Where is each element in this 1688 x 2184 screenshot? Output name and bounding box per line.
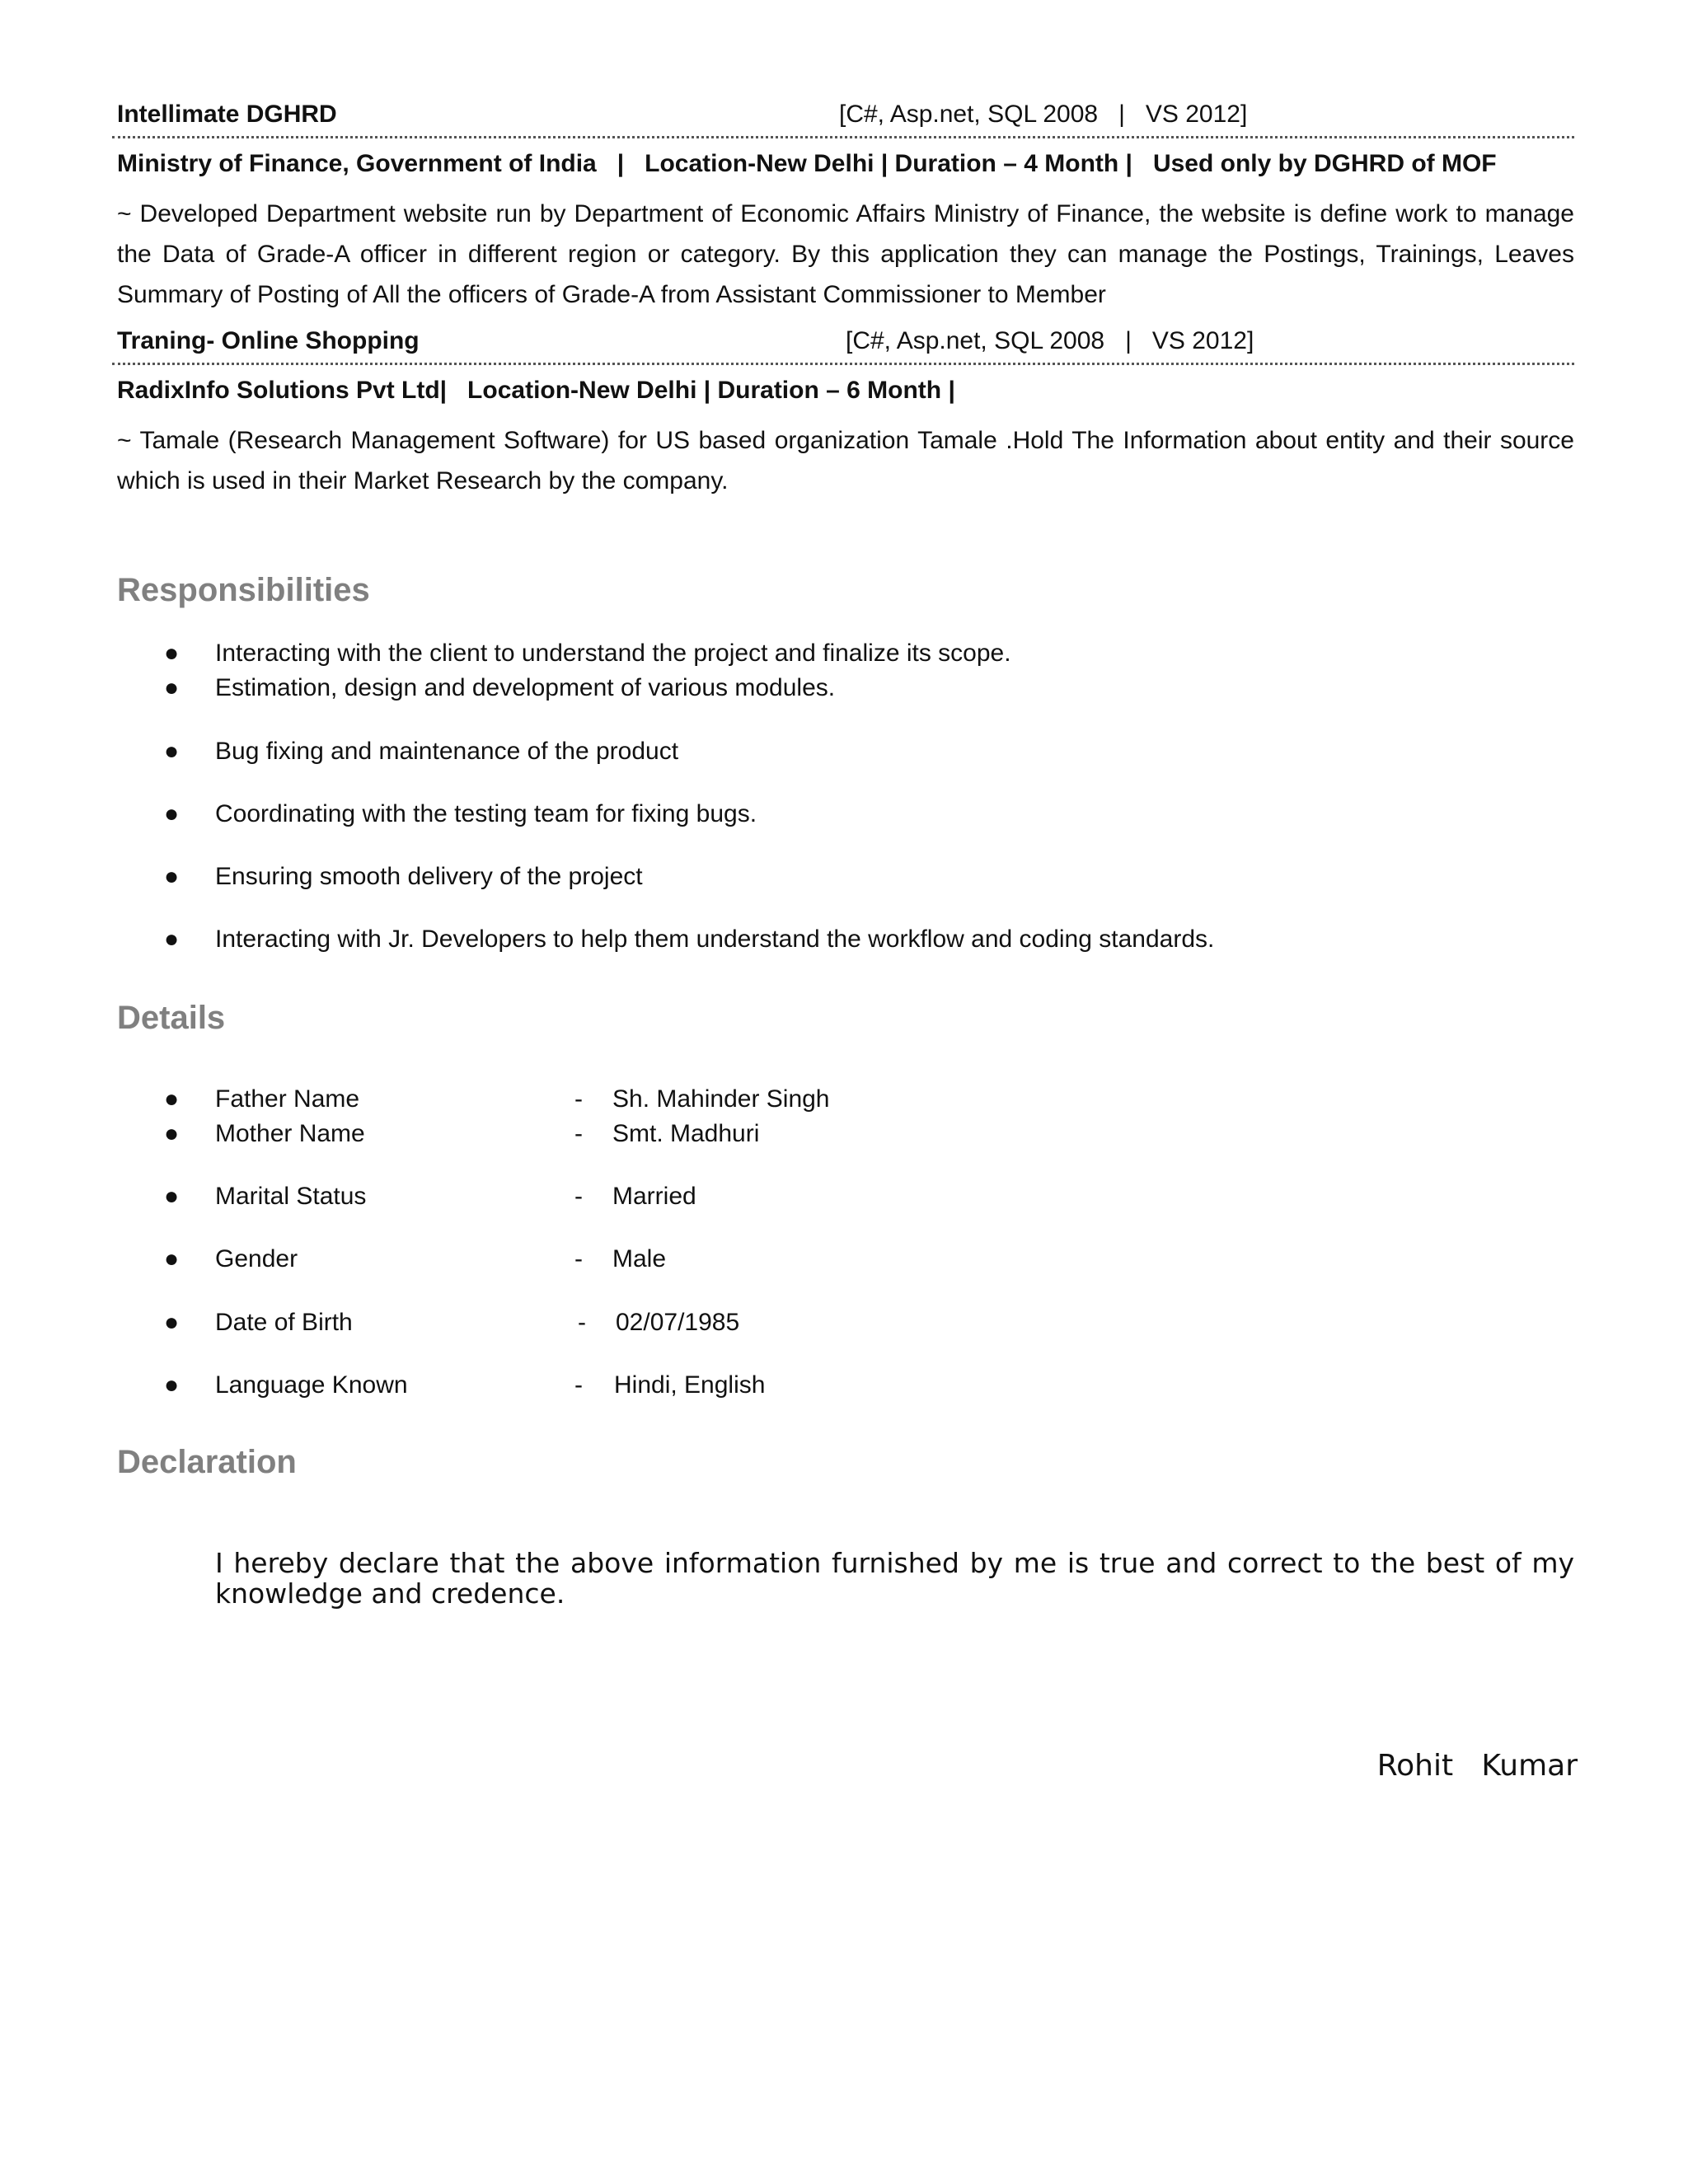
detail-value: Married (612, 1183, 696, 1210)
project-description: ~ Tamale (Research Management Software) for US based organization Tamale .Hold The Information about entity and their source which is used in their Market Research by the company. (117, 427, 1574, 494)
bullet-icon: ● (164, 1371, 180, 1399)
bullet-icon: ● (164, 1245, 180, 1272)
detail-label: Father Name (215, 1085, 360, 1113)
detail-separator: - (574, 1245, 583, 1272)
detail-separator: - (574, 1120, 583, 1147)
detail-separator: - (574, 1085, 583, 1113)
detail-value: Hindi, English (614, 1371, 766, 1399)
signature-name: Rohit Kumar (1376, 1749, 1578, 1783)
project-client-line: RadixInfo Solutions Pvt Ltd| Location-New Delhi | Duration – 6 Month | (117, 377, 955, 404)
bullet-icon: ● (164, 1183, 180, 1210)
bullet-icon: ● (164, 926, 180, 953)
project-client-line: Ministry of Finance, Government of India | Location-New Delhi | Duration – 4 Month | Used only by DGHRD of MOF (117, 150, 1497, 177)
divider (112, 363, 1574, 365)
bullet-icon: ● (164, 1085, 180, 1113)
detail-value: Smt. Madhuri (612, 1120, 760, 1147)
bullet-icon: ● (164, 674, 180, 701)
detail-label: Date of Birth (215, 1309, 353, 1336)
list-item: Estimation, design and development of various modules. (215, 674, 836, 701)
divider (112, 136, 1574, 138)
detail-label: Marital Status (215, 1183, 367, 1210)
detail-separator: - (574, 1371, 583, 1399)
bullet-icon: ● (164, 863, 180, 890)
project-title: Traning- Online Shopping (117, 327, 420, 354)
detail-label: Gender (215, 1245, 298, 1272)
detail-value: Male (612, 1245, 667, 1272)
project-tech: [C#, Asp.net, SQL 2008 | VS 2012] (846, 327, 1254, 354)
list-item: Bug fixing and maintenance of the product (215, 738, 679, 765)
bullet-icon: ● (164, 800, 180, 827)
list-item: Coordinating with the testing team for fixing bugs. (215, 800, 757, 827)
section-heading-details: Details (117, 1000, 226, 1036)
project-description: ~ Developed Department website run by Department of Economic Affairs Ministry of Finance, the website is define work to manage the Data of Grade-A officer in different region or category. By this application they can manage the Postings, Trainings, Leaves Summary of Posting of All the officers of Grade-A from Assistant Commissioner to Member (117, 200, 1574, 308)
bullet-icon: ● (164, 1120, 180, 1147)
detail-value: 02/07/1985 (616, 1309, 740, 1336)
detail-label: Mother Name (215, 1120, 365, 1147)
declaration-text: I hereby declare that the above information furnished by me is true and correct to the best of my knowledge and credence. (215, 1547, 1574, 1610)
project-title: Intellimate DGHRD (117, 101, 337, 128)
list-item: Interacting with Jr. Developers to help them understand the workflow and coding standards. (215, 926, 1215, 953)
bullet-icon: ● (164, 1309, 180, 1336)
project-tech: [C#, Asp.net, SQL 2008 | VS 2012] (839, 101, 1248, 128)
detail-separator: - (574, 1183, 583, 1210)
detail-value: Sh. Mahinder Singh (612, 1085, 830, 1113)
section-heading-declaration: Declaration (117, 1444, 297, 1480)
list-item: Ensuring smooth delivery of the project (215, 863, 643, 890)
detail-separator: - (578, 1309, 586, 1336)
section-heading-responsibilities: Responsibilities (117, 572, 370, 608)
list-item: Interacting with the client to understand the project and finalize its scope. (215, 640, 1011, 667)
bullet-icon: ● (164, 738, 180, 765)
detail-label: Language Known (215, 1371, 408, 1399)
bullet-icon: ● (164, 640, 180, 667)
